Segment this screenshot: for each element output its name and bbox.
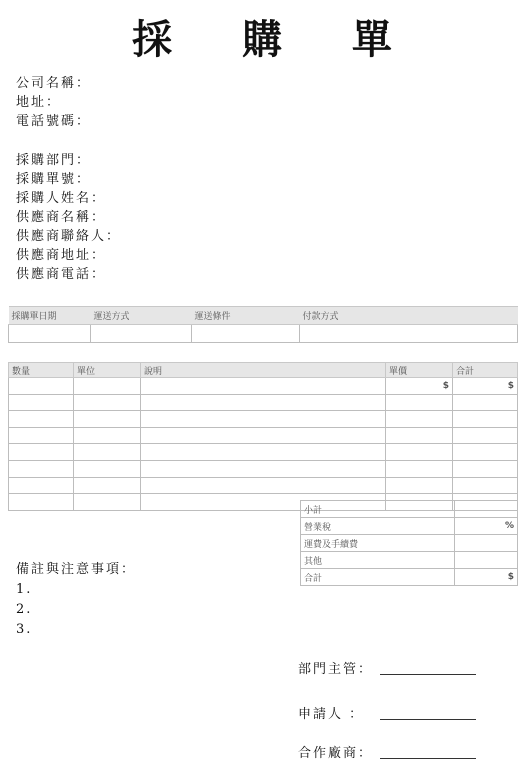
vendor-signature-line[interactable] (380, 758, 476, 759)
description-cell[interactable] (141, 460, 386, 477)
tax-value[interactable]: % (455, 518, 518, 535)
payment-method-cell[interactable] (300, 325, 518, 343)
purchaser-name-label: 採購人姓名： (16, 191, 107, 206)
vendor-label: 合作廠商： (298, 746, 374, 761)
quantity-cell[interactable] (9, 394, 74, 411)
amount-cell[interactable]: $ (453, 378, 518, 395)
department-head-signature-line[interactable] (380, 674, 476, 675)
quantity-cell[interactable] (9, 411, 74, 428)
unit-price-header: 單價 (386, 363, 453, 378)
shipping-fee-row (301, 535, 518, 552)
unit-cell[interactable] (74, 394, 141, 411)
description-cell[interactable] (141, 477, 386, 494)
unit-cell[interactable] (74, 494, 141, 511)
subtotal-row (301, 501, 518, 518)
description-cell[interactable] (141, 444, 386, 461)
items-header-row (9, 363, 518, 378)
unit-price-cell[interactable] (386, 394, 453, 411)
shipping-table (8, 306, 518, 343)
total-label: 合計 (301, 569, 455, 586)
description-cell[interactable] (141, 411, 386, 428)
subtotal-label: 小計 (301, 501, 455, 518)
signature-applicant (298, 703, 364, 722)
subtotal-value[interactable] (455, 501, 518, 518)
supplier-address-label: 供應商地址： (16, 248, 107, 263)
shipping-method-header: 運送方式 (91, 307, 192, 325)
shipping-terms-cell[interactable] (192, 325, 300, 343)
note-item: 3. (16, 622, 33, 637)
supplier-phone-label: 供應商電話： (16, 267, 107, 282)
table-row (9, 477, 518, 494)
notes-heading: 備註與注意事項： (16, 562, 137, 577)
quantity-cell[interactable] (9, 494, 74, 511)
company-name-label: 公司名稱： (16, 76, 92, 91)
unit-price-cell[interactable] (386, 427, 453, 444)
shipping-header-row (9, 307, 518, 325)
quantity-cell[interactable] (9, 460, 74, 477)
shipping-terms-header: 運送條件 (192, 307, 300, 325)
unit-cell[interactable] (74, 411, 141, 428)
unit-header: 單位 (74, 363, 141, 378)
amount-cell[interactable] (453, 427, 518, 444)
quantity-cell[interactable] (9, 378, 74, 395)
total-row (301, 569, 518, 586)
unit-price-cell[interactable] (386, 460, 453, 477)
shipping-input-row (9, 325, 518, 343)
total-value[interactable]: $ (455, 569, 518, 586)
unit-cell[interactable] (74, 378, 141, 395)
description-cell[interactable] (141, 378, 386, 395)
amount-cell[interactable] (453, 411, 518, 428)
tax-label: 營業稅 (301, 518, 455, 535)
totals-table (300, 500, 518, 586)
unit-cell[interactable] (74, 427, 141, 444)
order-date-cell[interactable] (9, 325, 91, 343)
applicant-label: 申請人 ： (298, 707, 365, 722)
table-row (9, 394, 518, 411)
unit-cell[interactable] (74, 444, 141, 461)
description-cell[interactable] (141, 394, 386, 411)
quantity-cell[interactable] (9, 427, 74, 444)
applicant-signature-line[interactable] (380, 719, 476, 720)
unit-cell[interactable] (74, 477, 141, 494)
table-row (9, 444, 518, 461)
table-row (9, 411, 518, 428)
purchase-info (16, 151, 121, 284)
company-info (16, 74, 91, 131)
description-cell[interactable] (141, 427, 386, 444)
shipping-fee-label: 運費及手續費 (301, 535, 455, 552)
purchase-department-label: 採購部門： (16, 153, 92, 168)
amount-cell[interactable] (453, 477, 518, 494)
quantity-cell[interactable] (9, 477, 74, 494)
unit-price-cell[interactable] (386, 411, 453, 428)
other-value[interactable] (455, 552, 518, 569)
signature-department-head (298, 658, 373, 677)
unit-price-cell[interactable] (386, 444, 453, 461)
other-label: 其他 (301, 552, 455, 569)
address-label: 地址： (16, 95, 62, 110)
quantity-cell[interactable] (9, 444, 74, 461)
notes-section (16, 560, 136, 640)
note-item: 2. (16, 602, 33, 617)
table-row (9, 378, 518, 395)
tax-row (301, 518, 518, 535)
amount-cell[interactable] (453, 460, 518, 477)
amount-header: 合計 (453, 363, 518, 378)
table-row (9, 460, 518, 477)
supplier-name-label: 供應商名稱： (16, 210, 107, 225)
unit-price-cell[interactable]: $ (386, 378, 453, 395)
quantity-header: 數量 (9, 363, 74, 378)
shipping-method-cell[interactable] (91, 325, 192, 343)
amount-cell[interactable] (453, 444, 518, 461)
order-date-header: 採購單日期 (9, 307, 91, 325)
items-table (8, 362, 518, 511)
table-row (9, 427, 518, 444)
unit-price-cell[interactable] (386, 477, 453, 494)
phone-label: 電話號碼： (16, 114, 92, 129)
department-head-label: 部門主管： (298, 662, 374, 677)
shipping-fee-value[interactable] (455, 535, 518, 552)
signature-vendor (298, 742, 373, 761)
unit-cell[interactable] (74, 460, 141, 477)
other-row (301, 552, 518, 569)
payment-method-header: 付款方式 (300, 307, 518, 325)
description-header: 說明 (141, 363, 386, 378)
amount-cell[interactable] (453, 394, 518, 411)
supplier-contact-label: 供應商聯絡人： (16, 229, 122, 244)
purchase-order-number-label: 採購單號： (16, 172, 92, 187)
page-title: 採 購 單 (132, 16, 420, 63)
note-item: 1. (16, 582, 33, 597)
